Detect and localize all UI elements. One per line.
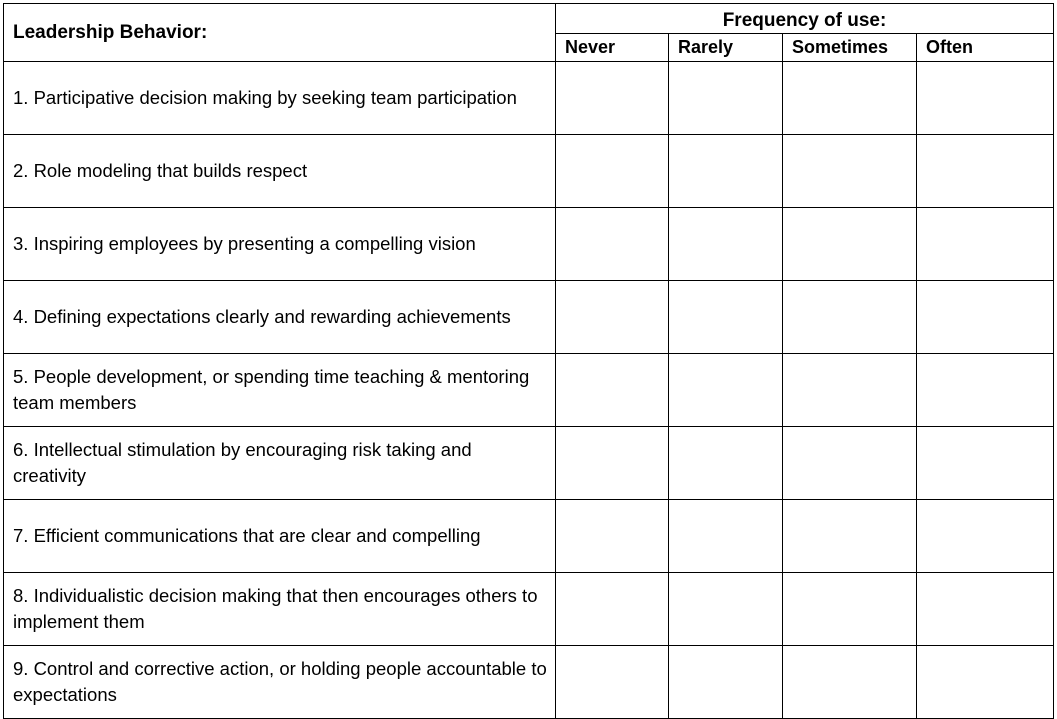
table-row — [4, 573, 1054, 646]
column-never: Never — [556, 34, 669, 62]
answer-cell-sometimes[interactable] — [783, 354, 917, 427]
behavior-label: 1. Participative decision making by seeking team participation — [4, 62, 556, 135]
behavior-label: 5. People development, or spending time teaching & mentoring team members — [4, 354, 556, 427]
table-row — [4, 208, 1054, 281]
behavior-label: 2. Role modeling that builds respect — [4, 135, 556, 208]
leadership-survey-table — [3, 3, 1054, 719]
answer-cell-often[interactable] — [917, 281, 1054, 354]
answer-cell-never[interactable] — [556, 62, 669, 135]
answer-cell-often[interactable] — [917, 500, 1054, 573]
table-row — [4, 500, 1054, 573]
answer-cell-never[interactable] — [556, 208, 669, 281]
answer-cell-rarely[interactable] — [669, 62, 783, 135]
answer-cell-rarely[interactable] — [669, 427, 783, 500]
column-often: Often — [917, 34, 1054, 62]
behavior-label: 7. Efficient communications that are clear and compelling — [4, 500, 556, 573]
answer-cell-never[interactable] — [556, 427, 669, 500]
behavior-label: 8. Individualistic decision making that then encourages others to implement them — [4, 573, 556, 646]
answer-cell-sometimes[interactable] — [783, 573, 917, 646]
answer-cell-rarely[interactable] — [669, 135, 783, 208]
table-row — [4, 646, 1054, 719]
answer-cell-rarely[interactable] — [669, 573, 783, 646]
answer-cell-often[interactable] — [917, 427, 1054, 500]
answer-cell-never[interactable] — [556, 354, 669, 427]
answer-cell-never[interactable] — [556, 646, 669, 719]
leadership-behavior-header: Leadership Behavior: — [4, 4, 556, 62]
answer-cell-sometimes[interactable] — [783, 135, 917, 208]
answer-cell-often[interactable] — [917, 208, 1054, 281]
table-row — [4, 281, 1054, 354]
behavior-label: 3. Inspiring employees by presenting a compelling vision — [4, 208, 556, 281]
table-row — [4, 135, 1054, 208]
behavior-label: 4. Defining expectations clearly and rewarding achievements — [4, 281, 556, 354]
answer-cell-sometimes[interactable] — [783, 281, 917, 354]
behavior-label: 9. Control and corrective action, or holding people accountable to expectations — [4, 646, 556, 719]
table-row — [4, 354, 1054, 427]
answer-cell-rarely[interactable] — [669, 354, 783, 427]
table-row — [4, 427, 1054, 500]
answer-cell-never[interactable] — [556, 500, 669, 573]
column-rarely: Rarely — [669, 34, 783, 62]
answer-cell-never[interactable] — [556, 135, 669, 208]
answer-cell-often[interactable] — [917, 135, 1054, 208]
answer-cell-rarely[interactable] — [669, 281, 783, 354]
frequency-of-use-header: Frequency of use: — [556, 4, 1054, 34]
answer-cell-never[interactable] — [556, 281, 669, 354]
answer-cell-never[interactable] — [556, 573, 669, 646]
table-row — [4, 62, 1054, 135]
answer-cell-rarely[interactable] — [669, 646, 783, 719]
header-row — [4, 4, 1054, 34]
column-sometimes: Sometimes — [783, 34, 917, 62]
answer-cell-often[interactable] — [917, 573, 1054, 646]
answer-cell-often[interactable] — [917, 62, 1054, 135]
behavior-label: 6. Intellectual stimulation by encouraging risk taking and creativity — [4, 427, 556, 500]
answer-cell-sometimes[interactable] — [783, 208, 917, 281]
answer-cell-sometimes[interactable] — [783, 62, 917, 135]
answer-cell-sometimes[interactable] — [783, 646, 917, 719]
answer-cell-rarely[interactable] — [669, 208, 783, 281]
answer-cell-often[interactable] — [917, 354, 1054, 427]
answer-cell-sometimes[interactable] — [783, 500, 917, 573]
answer-cell-often[interactable] — [917, 646, 1054, 719]
answer-cell-rarely[interactable] — [669, 500, 783, 573]
answer-cell-sometimes[interactable] — [783, 427, 917, 500]
